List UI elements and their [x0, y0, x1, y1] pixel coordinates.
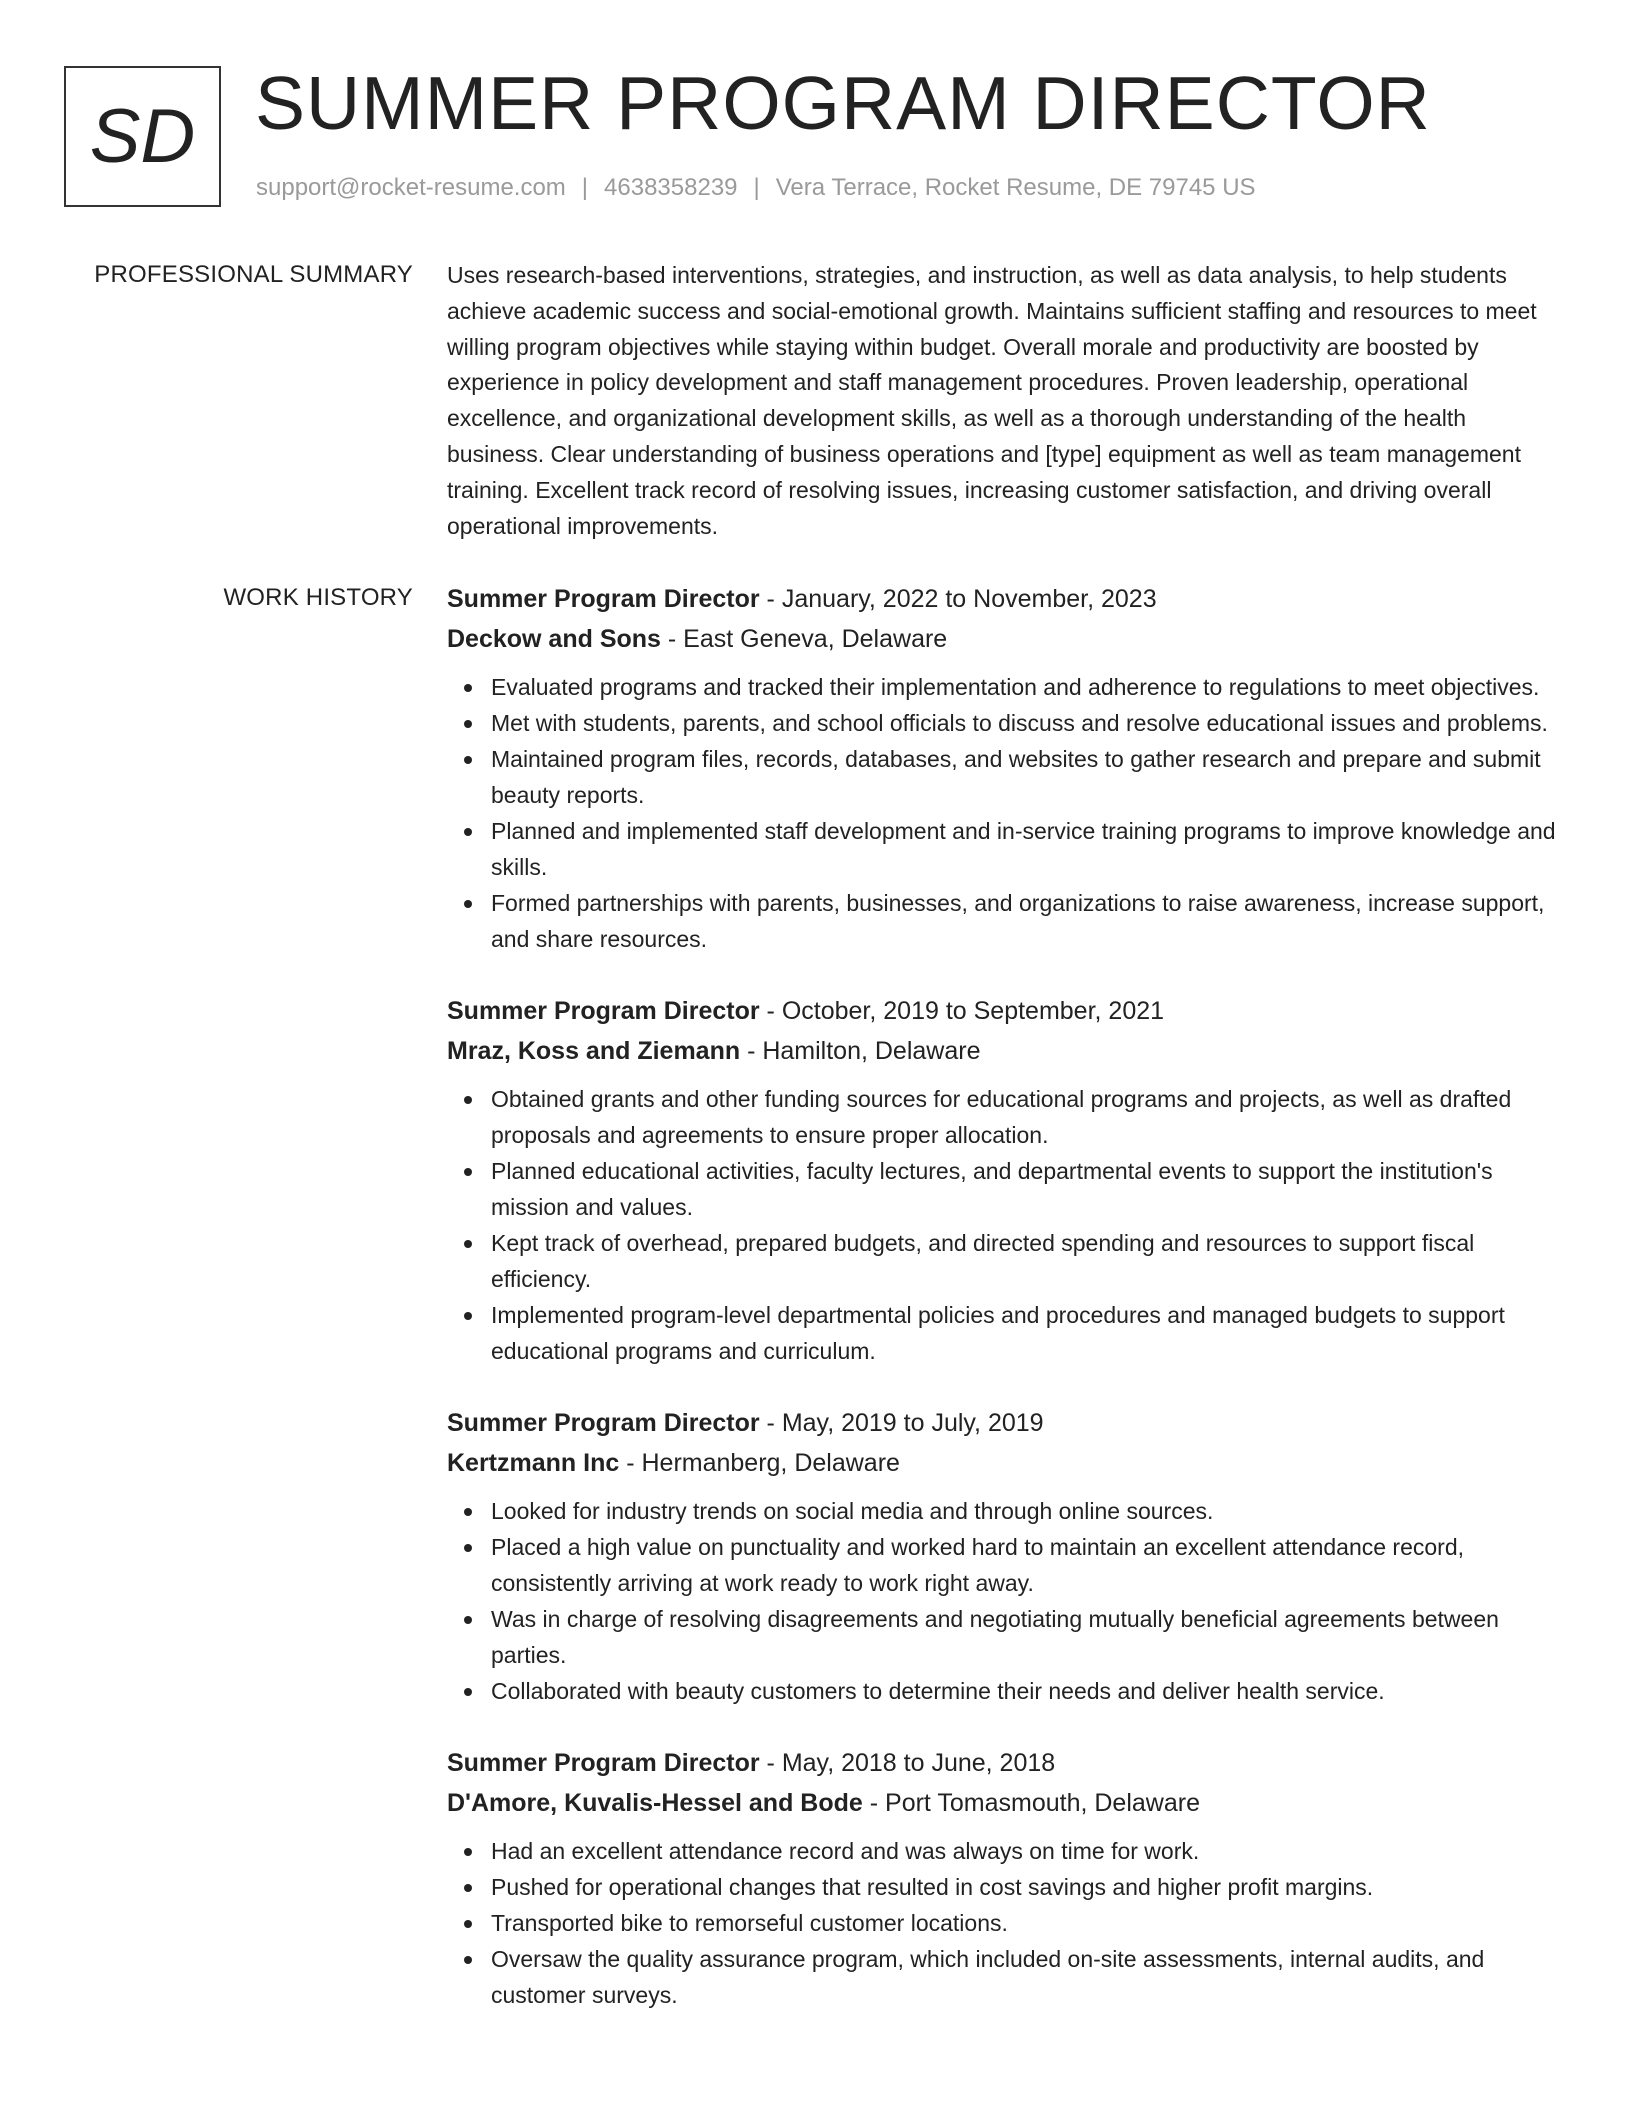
job-title: Summer Program Director — [447, 585, 760, 613]
job-bullet: Had an excellent attendance record and was always on time for work. — [491, 1833, 1567, 1869]
job-bullet: Implemented program-level departmental policies and procedures and managed budgets to support educational programs and curriculum. — [491, 1297, 1567, 1369]
job-location: - Port Tomasmouth, Delaware — [862, 1789, 1200, 1817]
summary-heading: PROFESSIONAL SUMMARY — [94, 261, 413, 288]
job-bullet: Oversaw the quality assurance program, which included on-site assessments, internal audits, and customer surveys. — [491, 1941, 1567, 2013]
job-bullets — [447, 1081, 1567, 1369]
job-entry — [447, 579, 1567, 957]
job-company: Deckow and Sons — [447, 625, 661, 653]
job-bullet: Looked for industry trends on social media and through online sources. — [491, 1493, 1567, 1529]
job-dates: - May, 2019 to July, 2019 — [759, 1409, 1044, 1437]
summary-text: Uses research-based interventions, strategies, and instruction, as well as data analysis, to help students achieve academic success and social-emotional growth. Maintains sufficient staffing and resources to meet willing program objectives while staying within budget. Overall morale and productivity are boosted by experience in policy development and staff management procedures. Proven leadership, operational excellence, and organizational development skills, as well as a thorough understanding of the health business. Clear understanding of business operations and [type] equipment as well as team management training. Excellent track record of resolving issues, increasing customer satisfaction, and driving overall operational improvements. — [447, 262, 1537, 539]
job-bullet: Collaborated with beauty customers to determine their needs and deliver health service. — [491, 1673, 1567, 1709]
work-history-heading: WORK HISTORY — [223, 584, 413, 611]
job-title-line — [447, 1403, 1567, 1443]
job-bullet: Maintained program files, records, databases, and websites to gather research and prepare and submit beauty reports. — [491, 741, 1567, 813]
job-bullet: Evaluated programs and tracked their implementation and adherence to regulations to meet objectives. — [491, 669, 1567, 705]
job-location: - Hamilton, Delaware — [740, 1037, 981, 1065]
job-entry — [447, 1743, 1567, 2013]
job-bullet: Was in charge of resolving disagreements and negotiating mutually beneficial agreements between parties. — [491, 1601, 1567, 1673]
job-company: D'Amore, Kuvalis-Hessel and Bode — [447, 1789, 863, 1817]
contact-separator: | — [753, 174, 760, 201]
contact-phone: 4638358239 — [604, 174, 738, 201]
monogram: SD — [64, 66, 221, 207]
job-bullet: Kept track of overhead, prepared budgets, and directed spending and resources to support fiscal efficiency. — [491, 1225, 1567, 1297]
job-title-line — [447, 991, 1567, 1031]
job-bullet: Obtained grants and other funding sources for educational programs and projects, as well as drafted proposals and agreements to ensure proper allocation. — [491, 1081, 1567, 1153]
job-title-line — [447, 1743, 1567, 1783]
job-entry — [447, 1403, 1567, 1709]
job-bullets — [447, 1493, 1567, 1709]
job-company-line — [447, 1783, 1567, 1823]
summary-content — [447, 258, 1567, 544]
candidate-title: SUMMER PROGRAM DIRECTOR — [255, 61, 1431, 145]
job-bullet: Met with students, parents, and school officials to discuss and resolve educational issues and problems. — [491, 705, 1567, 741]
job-bullet: Formed partnerships with parents, businesses, and organizations to raise awareness, increase support, and share resources. — [491, 885, 1567, 957]
job-company-line — [447, 1031, 1567, 1071]
job-dates: - January, 2022 to November, 2023 — [759, 585, 1157, 613]
contact-line — [256, 174, 1256, 202]
job-title: Summer Program Director — [447, 997, 760, 1025]
contact-email: support@rocket-resume.com — [256, 174, 566, 201]
job-title-line — [447, 579, 1567, 619]
job-bullet: Placed a high value on punctuality and worked hard to maintain an excellent attendance record, consistently arriving at work ready to work right away. — [491, 1529, 1567, 1601]
job-location: - East Geneva, Delaware — [660, 625, 948, 653]
contact-address: Vera Terrace, Rocket Resume, DE 79745 US — [775, 174, 1256, 201]
job-title: Summer Program Director — [447, 1749, 760, 1777]
work-history-content — [447, 579, 1567, 2047]
job-bullets — [447, 669, 1567, 957]
job-company: Kertzmann Inc — [447, 1449, 620, 1477]
job-title: Summer Program Director — [447, 1409, 760, 1437]
contact-separator: | — [581, 174, 589, 201]
job-location: - Hermanberg, Delaware — [619, 1449, 900, 1477]
job-company-line — [447, 1443, 1567, 1483]
job-bullets — [447, 1833, 1567, 2013]
job-bullet: Pushed for operational changes that resulted in cost savings and higher profit margins. — [491, 1869, 1567, 1905]
job-entry — [447, 991, 1567, 1369]
job-bullet: Transported bike to remorseful customer locations. — [491, 1905, 1567, 1941]
job-company-line — [447, 619, 1567, 659]
job-company: Mraz, Koss and Ziemann — [447, 1037, 741, 1065]
job-bullet: Planned and implemented staff development and in-service training programs to improve knowledge and skills. — [491, 813, 1567, 885]
resume-header — [64, 61, 1568, 216]
job-bullet: Planned educational activities, faculty lectures, and departmental events to support the institution's mission and values. — [491, 1153, 1567, 1225]
job-dates: - October, 2019 to September, 2021 — [759, 997, 1165, 1025]
job-dates: - May, 2018 to June, 2018 — [759, 1749, 1056, 1777]
